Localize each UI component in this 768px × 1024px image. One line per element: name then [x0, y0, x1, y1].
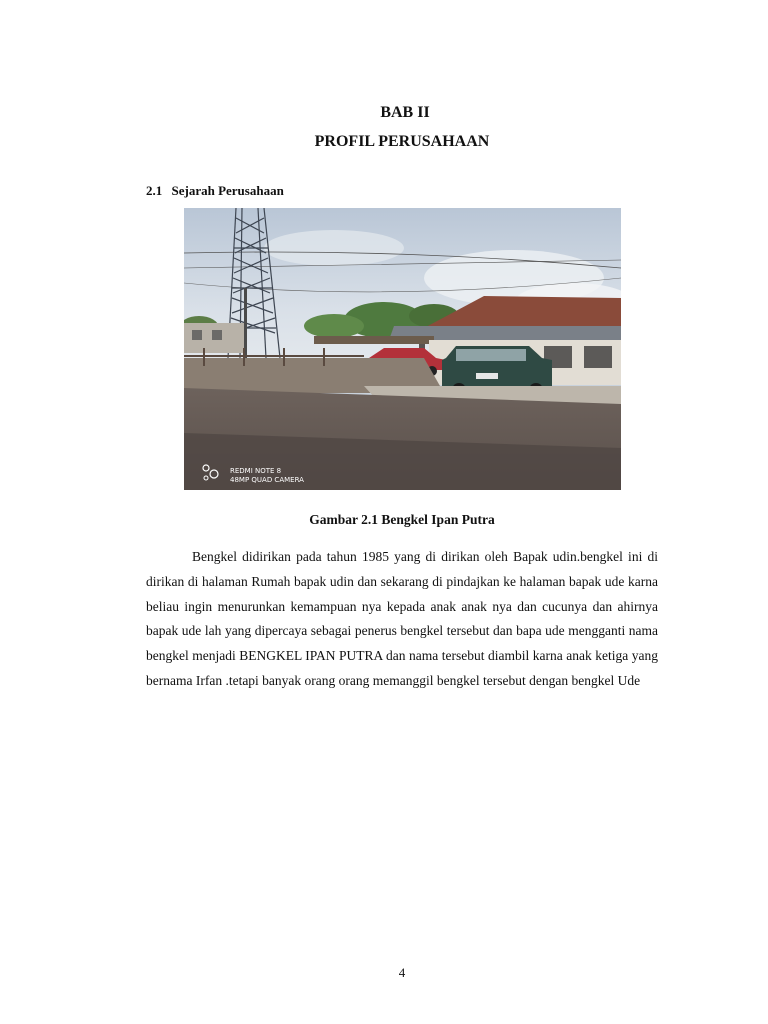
body-paragraph: Bengkel didirikan pada tahun 1985 yang di dirikan oleh Bapak udin.bengkel ini di dirikan di halaman Rumah bapak udin dan sekarang di pindajkan ke halaman bapak ude karna beliau ingin menurunkan kemampuan nya kepada anak anak nya dan cucunya dan ahirnya bapak ude lah yang dipercaya sebagai penerus bengkel tersebut dan bapa ude mengganti nama bengkel menjadi BENGKEL IPAN PUTRA dan nama tersebut diambil karna anak ketiga yang bernama Irfan .tetapi banyak orang orang memanggil bengkel tersebut dengan bengkel Ude [146, 549, 658, 688]
photo-watermark-line2: 48MP QUAD CAMERA [230, 476, 304, 484]
photo-watermark-line1: REDMI NOTE 8 [230, 467, 282, 475]
section-heading [146, 183, 284, 199]
page-number: 4 [398, 965, 406, 980]
figure-caption: Gambar 2.1 Bengkel Ipan Putra [309, 512, 495, 527]
chapter-number: BAB II [380, 104, 430, 121]
section-number: 2.1 [146, 183, 163, 198]
section-title: Sejarah Perusahaan [171, 183, 284, 198]
chapter-title: PROFIL PERUSAHAAN [314, 133, 490, 150]
workshop-photo [184, 208, 621, 490]
